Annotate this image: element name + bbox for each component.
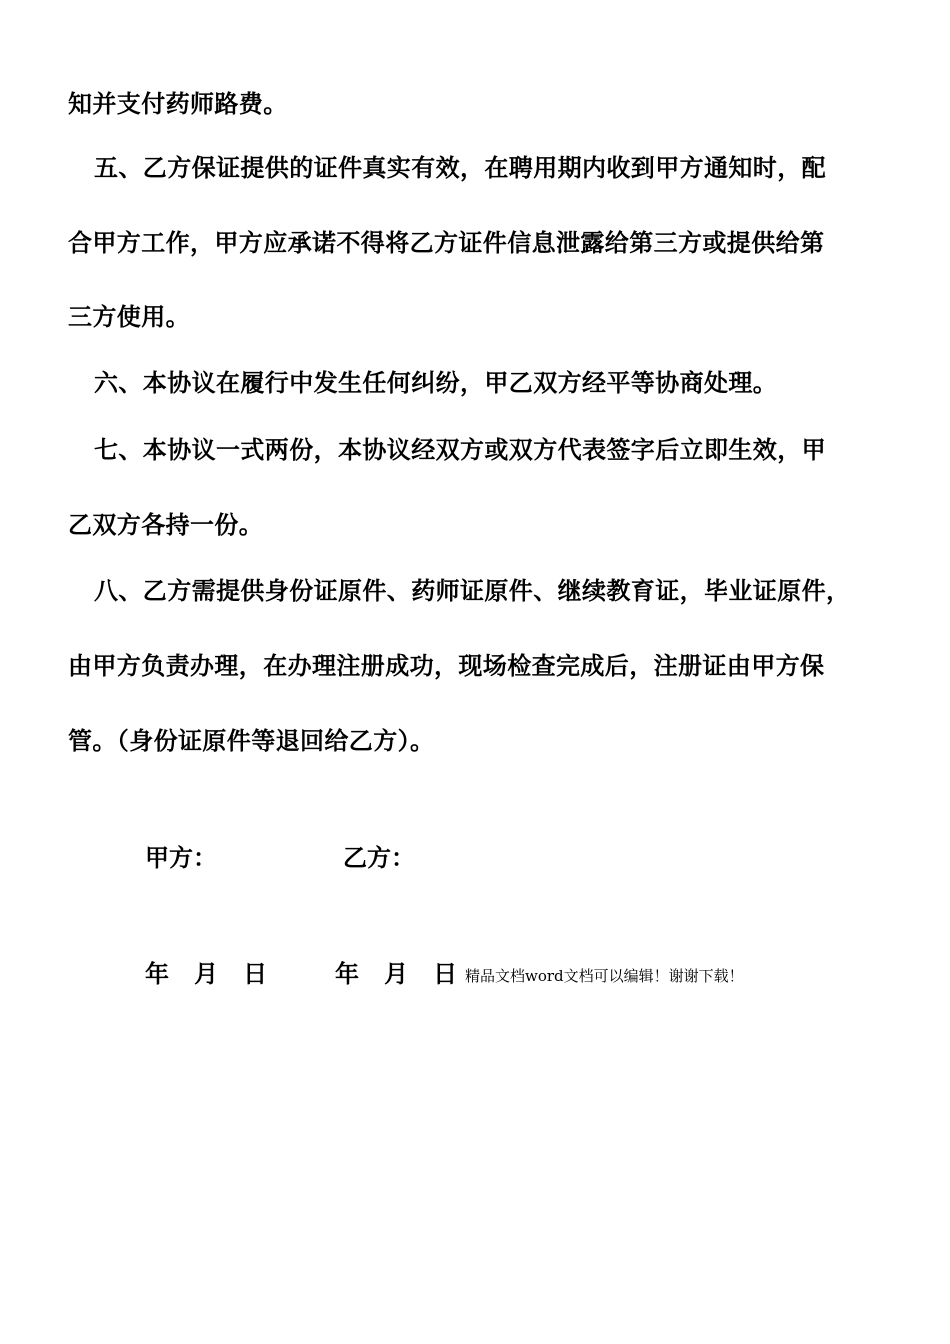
party-a-date: 年 月 日: [145, 960, 268, 988]
paragraph-line: 知并支付药师路费。: [68, 90, 288, 118]
party-b-label: 乙方：: [343, 844, 415, 872]
paragraph-line: 七、本协议一式两份，本协议经双方或双方代表签字后立即生效，甲: [94, 436, 826, 464]
paragraph-line: 乙双方各持一份。: [68, 511, 264, 539]
party-a-label: 甲方：: [145, 844, 217, 872]
paragraph-line: 由甲方负责办理，在办理注册成功，现场检查完成后，注册证由甲方保: [68, 652, 825, 680]
paragraph-line: 五、乙方保证提供的证件真实有效，在聘用期内收到甲方通知时，配: [94, 154, 826, 182]
party-b-date: 年 月 日: [335, 960, 458, 988]
paragraph-line: 三方使用。: [68, 303, 190, 331]
paragraph-line: 管。（身份证原件等退回给乙方）。: [68, 727, 435, 755]
paragraph-line: 六、本协议在履行中发生任何纠纷，甲乙双方经平等协商处理。: [94, 369, 778, 397]
paragraph-line: 合甲方工作，甲方应承诺不得将乙方证件信息泄露给第三方或提供给第: [68, 229, 825, 257]
paragraph-line: 八、乙方需提供身份证原件、药师证原件、继续教育证，毕业证原件，: [94, 577, 851, 605]
footer-note: 精品文档word文档可以编辑！谢谢下载！: [465, 967, 744, 985]
